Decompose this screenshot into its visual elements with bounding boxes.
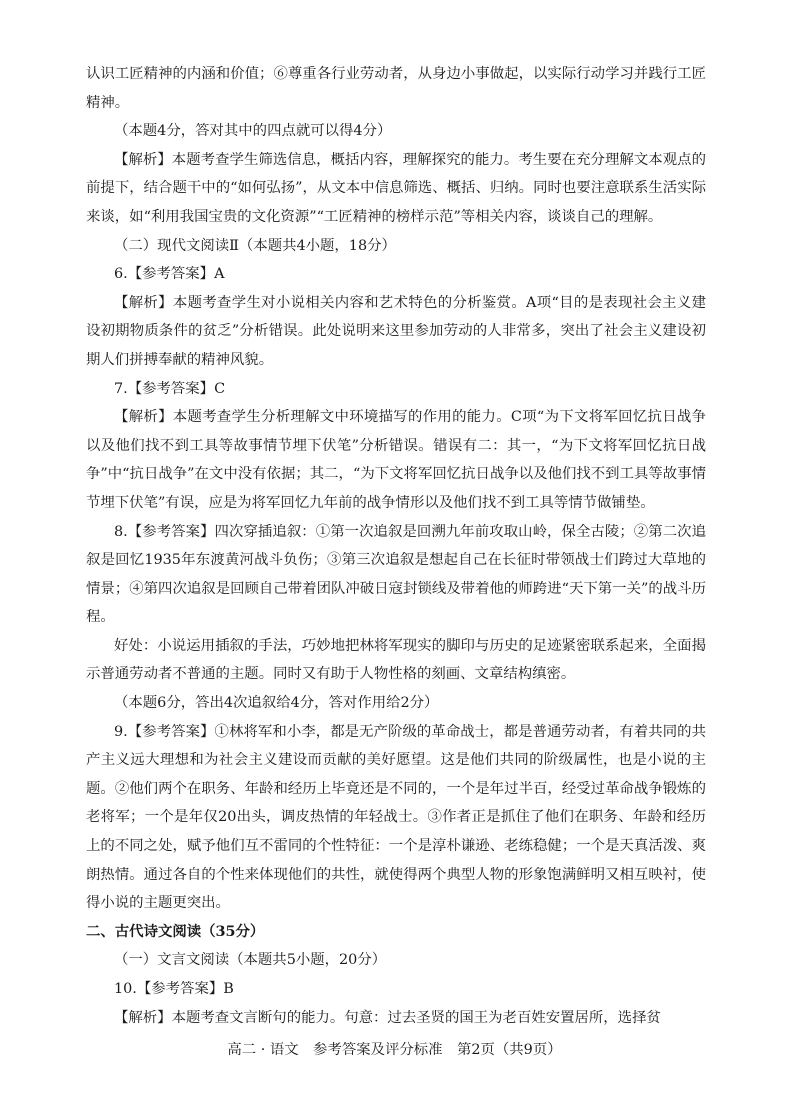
paragraph: （一）文言文阅读（本题共5小题，20分） — [114, 952, 387, 969]
paragraph: 【解析】本题考查学生分析理解文中环境描写的作用的能力。C项“为下文将军回忆抗日战争以及他们找不到工具等故事情节埋下伏笔”分析错误。错误有二：其一，“为下文将军回忆抗日战争”中“抗日战争”在文中没有依据；其二，“为下文将军回忆抗日战争以及他们找不到工具等故事情节埋下伏笔”有误，应是为将军回忆九年前的战争情形以及他们找不到工具等情节做铺垫。 — [86, 409, 706, 511]
paragraph: 好处：小说运用插叙的手法，巧妙地把林将军现实的脚印与历史的足迹紧密联系起来，全面揭示普通劳动者不普通的主题。同时又有助于人物性格的刻画、文章结构缜密。 — [86, 637, 706, 683]
section-heading: 二、古代诗文阅读（35分） — [86, 922, 265, 940]
paragraph: （本题4分，答对其中的四点就可以得4分） — [114, 123, 392, 140]
paragraph: （本题6分，答出4次追叙给4分，答对作用给2分） — [114, 695, 439, 712]
paragraph: 7.【参考答案】C — [114, 380, 226, 397]
paragraph: 认识工匠精神的内涵和价值；⑥尊重各行业劳动者，从身边小事做起，以实际行动学习并践行工匠精神。 — [86, 66, 706, 111]
paragraph: 【解析】本题考查学生筛选信息，概括内容，理解探究的能力。考生要在充分理解文本观点的前提下，结合题干中的“如何弘扬”，从文本中信息筛选、概括、归纳。同时也要注意联系生活实际来谈，如“利用我国宝贵的文化资源”“工匠精神的榜样示范”等相关内容，谈谈自己的理解。 — [86, 151, 706, 225]
paragraph: 【解析】本题考查文言断句的能力。句意：过去圣贤的国王为老百姓安置居所，选择贫 — [114, 1009, 661, 1026]
paragraph: 9.【参考答案】①林将军和小李，都是无产阶级的革命战士，都是普通劳动者，有着共同的共产主义远大理想和为社会主义建设而贡献的美好愿望。这是他们共同的阶级属性，也是小说的主题。②他们两个在职务、年龄和经历上毕竟还是不同的，一个是年过半百，经受过革命战争锻炼的老将军；一个是年仅20出头，调皮热情的年轻战士。③作者正是抓住了他们在职务、年龄和经历上的不同之处，赋予他们互不雷同的个性特征：一个是淳朴谦逊、老练稳健；一个是天真活泼、爽朗热情。通过各自的个性来体现他们的共性，就使得两个典型人物的形象饱满鲜明又相互映衬，使得小说的主题更突出。 — [86, 723, 706, 912]
page-footer: 高二 · 语文 参考答案及评分标准 第2页（共9页） — [227, 1042, 562, 1058]
paragraph: 6.【参考答案】A — [114, 266, 225, 283]
answer-key-body — [86, 60, 706, 1032]
paragraph: （二）现代文阅读Ⅱ（本题共4小题，18分） — [114, 237, 396, 254]
paragraph: 8.【参考答案】四次穿插追叙：①第一次追叙是回溯九年前攻取山岭，保全古陵；②第二次追叙是回忆1935年东渡黄河战斗负伤；③第三次追叙是想起自己在长征时带领战士们跨过大草地的情景；④第四次追叙是回顾自己带着团队冲破日寇封锁线及带着他的师跨进“天下第一关”的战斗历程。 — [86, 523, 706, 626]
paragraph: 10.【参考答案】B — [114, 981, 234, 997]
paragraph: 【解析】本题考查学生对小说相关内容和艺术特色的分析鉴赏。A项“目的是表现社会主义建设初期物质条件的贫乏”分析错误。此处说明来这里参加劳动的人非常多，突出了社会主义建设初期人们拼搏奉献的精神风貌。 — [86, 294, 706, 368]
